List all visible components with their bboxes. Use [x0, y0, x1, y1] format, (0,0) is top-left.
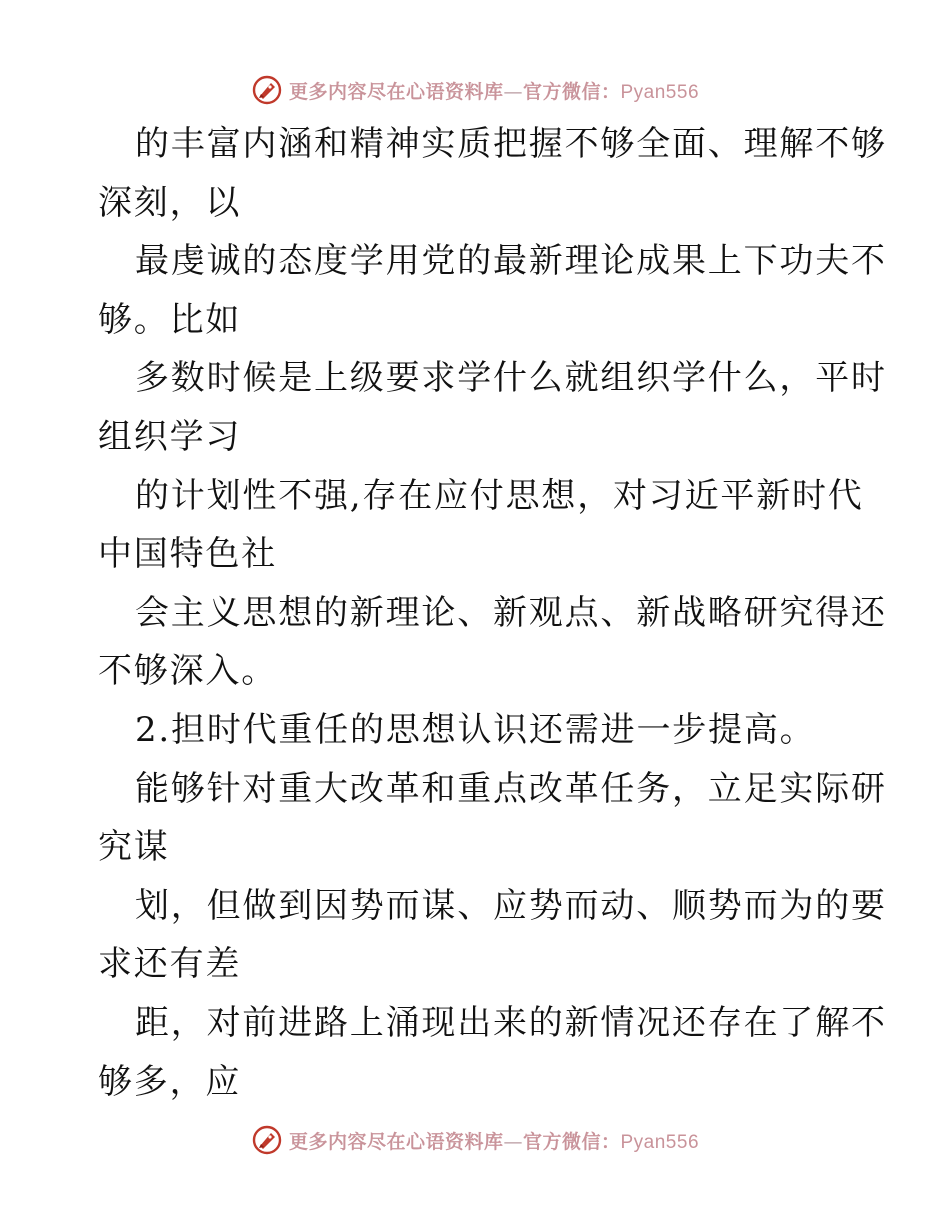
body-line: 的丰富内涵和精神实质把握不够全面、理解不够	[135, 124, 887, 164]
body-line: 够多，应	[98, 1061, 242, 1102]
banner-separator: —	[503, 1130, 523, 1153]
banner-wechat-label: 官方微信：	[522, 80, 621, 103]
banner-slogan: 更多内容尽在心语资料库	[288, 1130, 504, 1153]
document-body	[98, 115, 887, 1111]
banner-slogan: 更多内容尽在心语资料库	[288, 80, 504, 103]
footer-banner	[0, 1120, 950, 1160]
body-line: 最虔诚的态度学用党的最新理论成果上下功夫不	[135, 241, 887, 282]
body-line: 的计划性不强,存在应付思想，对习近平新时代	[135, 475, 864, 516]
pen-nib-logo-icon	[251, 74, 283, 106]
body-line: 组织学习	[98, 416, 242, 457]
body-line: 究谋	[98, 827, 170, 868]
banner-wechat-label: 官方微信：	[522, 1130, 621, 1153]
banner-separator: —	[503, 80, 523, 103]
body-line: 求还有差	[98, 944, 242, 985]
header-banner	[0, 70, 950, 110]
body-line: 深刻，以	[98, 182, 242, 223]
banner-text-group	[289, 77, 699, 104]
body-line: 多数时候是上级要求学什么就组织学什么，平时	[135, 358, 887, 399]
pen-nib-logo-icon	[251, 1124, 283, 1156]
body-line: 不够深入。	[98, 651, 277, 692]
body-line: 距，对前进路上涌现出来的新情况还存在了解不	[135, 1002, 887, 1043]
body-line: 够。比如	[98, 299, 242, 340]
banner-wechat-id: Pyan556	[620, 81, 700, 103]
body-line: 会主义思想的新理论、新观点、新战略研究得还	[135, 592, 887, 633]
body-line: 能够针对重大改革和重点改革任务，立足实际研	[135, 768, 887, 809]
body-line: 中国特色社	[98, 534, 277, 575]
section-heading: 2.担时代重任的思想认识还需进一步提高。	[135, 709, 816, 750]
banner-text-group	[289, 1127, 699, 1154]
banner-wechat-id: Pyan556	[620, 1131, 700, 1153]
body-line: 划，但做到因势而谋、应势而动、顺势而为的要	[135, 885, 887, 926]
